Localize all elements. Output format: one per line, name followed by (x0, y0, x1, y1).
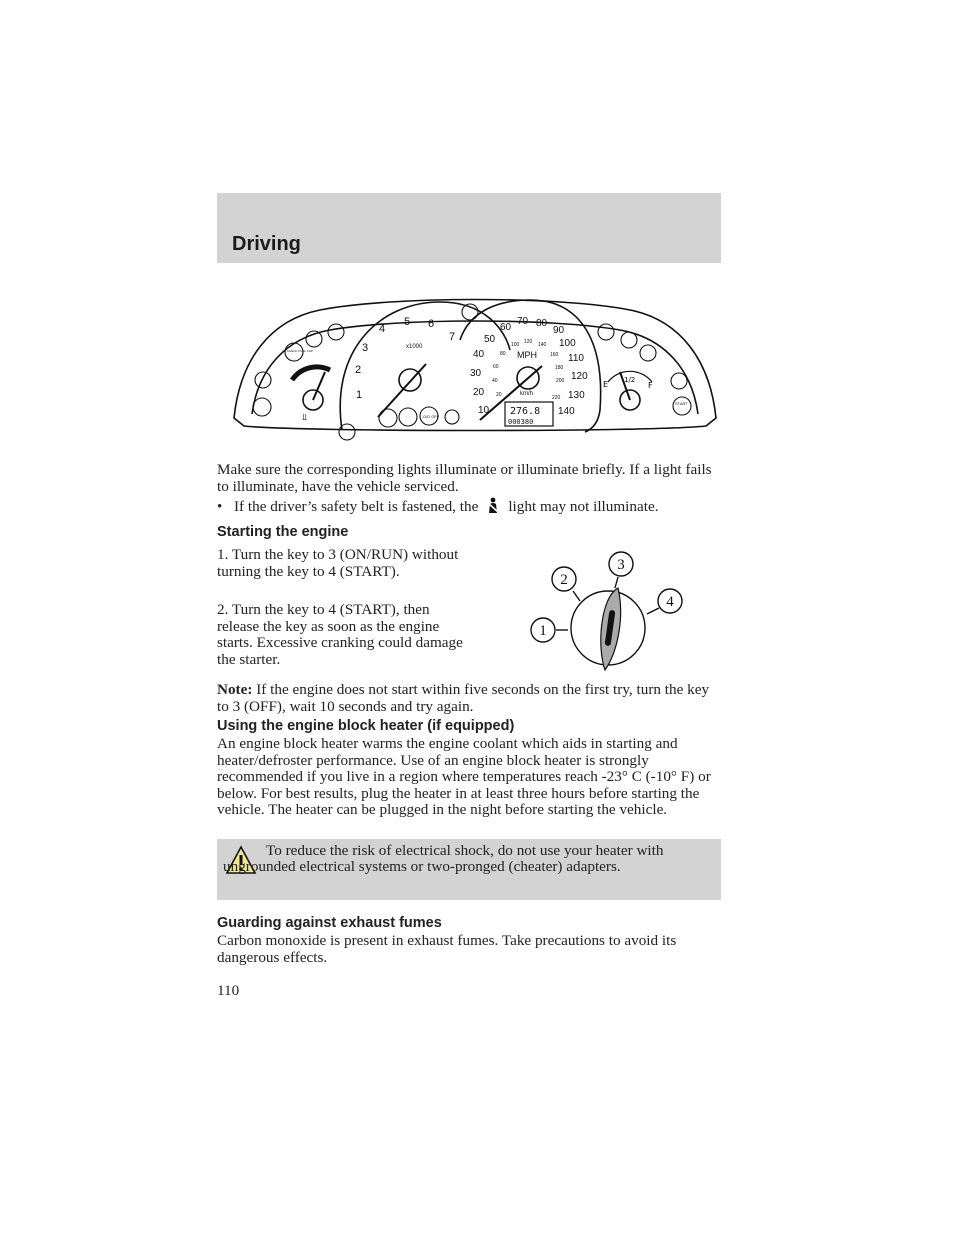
kmh-unit-label: km/h (520, 391, 534, 397)
kmh-label-60: 60 (493, 364, 499, 370)
page-number: 110 (217, 982, 240, 999)
kmh-label-40: 40 (492, 378, 498, 384)
instrument-cluster-illustration (230, 290, 720, 442)
tach-label-5: 5 (404, 316, 411, 328)
page-title: Driving (232, 233, 301, 255)
tach-label-3: 3 (362, 342, 369, 354)
mph-label-130: 130 (568, 390, 585, 401)
kmh-label-100: 100 (511, 342, 520, 348)
ignition-switch-diagram (525, 548, 690, 673)
block-heater-heading: Using the engine block heater (if equipped) (217, 718, 515, 734)
airbag-icon (255, 372, 271, 388)
kmh-label-20: 20 (496, 392, 502, 398)
mph-label-90: 90 (553, 325, 565, 336)
mph-label-20: 20 (473, 387, 485, 398)
kmh-label-80: 80 (500, 351, 506, 357)
ignition-position-2: 2 (560, 572, 568, 588)
starting-step-1: 1. Turn the key to 3 (ON/RUN) without turning the key to 4 (START). (217, 546, 459, 580)
warning-text: To reduce the risk of electrical shock, do not use your heater with ungrounded electrical systems or two-pronged (cheater) adapters. (223, 842, 664, 876)
ignition-position-1: 1 (539, 623, 547, 639)
mph-label-100: 100 (559, 338, 576, 349)
mph-unit-label: MPH (517, 350, 537, 360)
mph-label-120: 120 (571, 371, 588, 382)
kmh-label-120: 120 (524, 339, 533, 345)
mph-label-40: 40 (473, 349, 485, 360)
kmh-label-140: 140 (538, 342, 547, 348)
kmh-label-220: 220 (552, 395, 561, 401)
warning-box (217, 839, 721, 900)
safety-belt-bullet (217, 497, 721, 515)
kmh-label-180: 180 (555, 365, 564, 371)
exhaust-heading: Guarding against exhaust fumes (217, 915, 442, 931)
speed-control-icon (379, 409, 397, 427)
temperature-gauge (292, 367, 330, 423)
note-label: Note: (217, 681, 253, 698)
tach-label-1: 1 (356, 389, 363, 401)
ignition-position-4: 4 (666, 594, 674, 610)
fuel-full-label: F (648, 381, 653, 390)
tach-label-2: 2 (355, 364, 362, 376)
trip-value: 000380 (508, 418, 534, 426)
bullet-text-after: light may not illuminate. (508, 498, 659, 515)
mph-label-140: 140 (558, 406, 575, 417)
fuel-half-label: 1/2 (624, 376, 636, 384)
low-fuel-icon (671, 373, 687, 389)
mph-label-70: 70 (517, 316, 529, 327)
odometer-value: 276.8 (510, 406, 541, 417)
note-paragraph (217, 682, 721, 715)
tach-label-4: 4 (379, 323, 386, 335)
note-text: If the engine does not start within five seconds on the first try, turn the key to 3 (OFF), wait 10 seconds and try again. (217, 681, 710, 715)
tach-label-7: 7 (449, 331, 456, 343)
turn-right-icon (598, 324, 614, 340)
svg-text:⫫: ⫫ (302, 413, 308, 423)
mph-label-30: 30 (470, 368, 482, 379)
turn-left-icon (328, 324, 344, 340)
ignition-position-3: 3 (617, 557, 625, 573)
engine-start-icon (673, 397, 691, 415)
exhaust-paragraph: Carbon monoxide is present in exhaust fumes. Take precautions to avoid its dangerous effects. (217, 932, 677, 966)
mph-label-60: 60 (500, 322, 512, 333)
kmh-label-160: 160 (550, 352, 559, 358)
starting-heading: Starting the engine (217, 524, 349, 540)
intro-paragraph: Make sure the corresponding lights illuminate or illuminate briefly. If a light fails to illuminate, have the vehicle serviced. (217, 461, 712, 495)
kmh-label-200: 200 (556, 378, 565, 384)
battery-icon (640, 345, 656, 361)
safety-belt-icon (486, 497, 500, 514)
fuel-gauge (603, 371, 653, 410)
tach-unit-label: x1000 (406, 344, 423, 350)
gear-warning-icon (445, 410, 459, 424)
bullet-text-before: If the driver’s safety belt is fastened, the (234, 498, 479, 515)
starting-step-2: 2. Turn the key to 4 (START), then release the key as soon as the engine starts. Excessive cranking could damage the starter. (217, 601, 463, 668)
mph-label-110: 110 (568, 353, 584, 364)
fuel-empty-label: E (603, 380, 609, 389)
block-heater-paragraph: An engine block heater warms the engine coolant which aids in starting and heater/defroster performance. Use of an engine block heater is strongly recommended if you live in a region where temperatures reach -23° C (-10° F) or below. For best results, plug the heater in at least three hours before starting the vehicle. The heater can be plugged in the night before starting the vehicle. (217, 735, 711, 818)
bullet-dot: • (217, 498, 223, 515)
mph-label-80: 80 (536, 318, 548, 329)
mph-label-50: 50 (484, 334, 496, 345)
brake-icon (621, 332, 637, 348)
cluster-outline (234, 300, 716, 431)
tach-label-6: 6 (428, 318, 435, 330)
overdrive-text: O/D OFF (423, 414, 440, 419)
oil-icon (253, 398, 271, 416)
check-fuel-cap-text: CHECK FUEL CAP (287, 349, 313, 353)
start-text: START (675, 401, 688, 406)
header-band (217, 193, 721, 263)
home-icon (399, 408, 417, 426)
mph-label-10: 10 (478, 405, 490, 416)
abs-icon (339, 424, 355, 440)
